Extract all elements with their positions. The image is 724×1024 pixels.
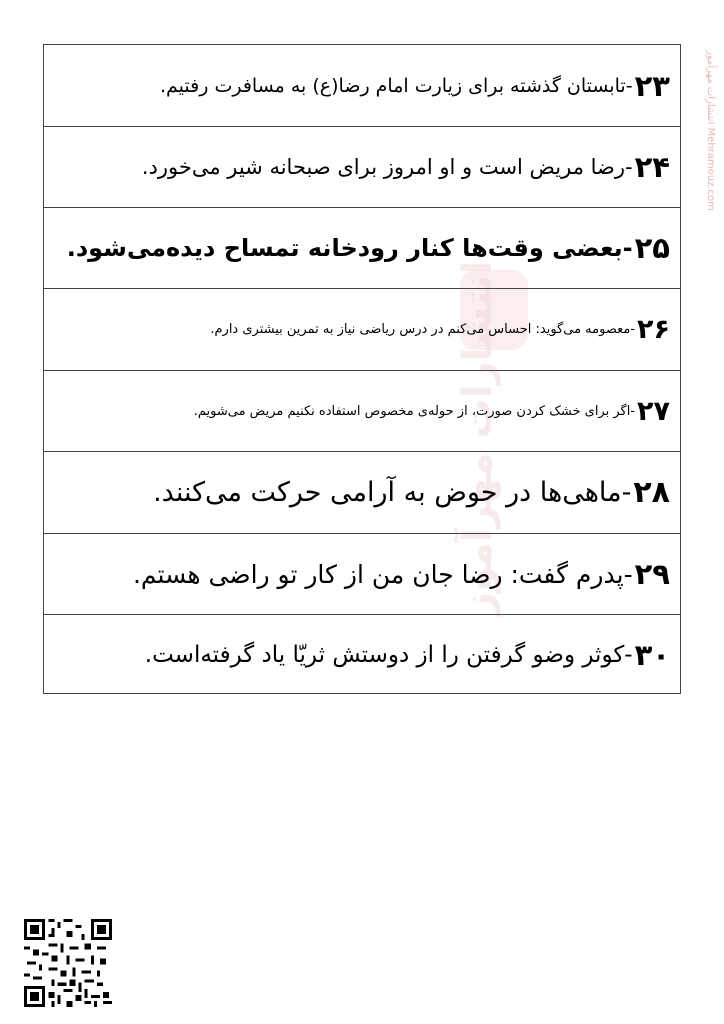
sentence-number: ۲۶	[637, 314, 670, 345]
sentence-text: -بعضی وقت‌ها کنار رودخانه تمساح دیده‌می‌شود.	[66, 234, 633, 262]
watermark-side-text: انتشارات مهرآموز Mehramouz.com	[705, 50, 716, 211]
sentence-text: -تابستان گذشته برای زیارت امام رضا(ع) به مسافرت رفتیم.	[160, 74, 633, 97]
sentence-number: ۲۸	[633, 475, 670, 510]
sentence-row-29	[44, 534, 680, 615]
sentence-row-25	[44, 208, 680, 289]
sentence-number: ۲۳	[634, 68, 670, 103]
sentence-text: -کوثر وضو گرفتن را از دوستش ثریّا یاد گرفته‌است.	[144, 642, 633, 668]
sentence-row-28	[44, 452, 680, 534]
sentence-row-23	[44, 45, 680, 127]
sentence-row-30	[44, 615, 680, 695]
watermark-center-text: انتشارات مهرآموز	[455, 260, 501, 615]
sentence-text: -رضا مریض است و او امروز برای صبحانه شیر می‌خورد.	[141, 155, 633, 179]
sentence-number: ۲۵	[634, 231, 670, 265]
sentence-row-26	[44, 289, 680, 371]
sentence-number: ۲۹	[634, 557, 670, 591]
qr-code	[24, 919, 112, 1007]
sentence-row-24	[44, 127, 680, 208]
sentence-table	[43, 44, 681, 694]
sentence-text: -اگر برای خشک کردن صورت، از حوله‌ی مخصوص استفاده نکنیم مریض می‌شویم.	[193, 403, 636, 419]
sentence-number: ۲۴	[634, 150, 670, 184]
sentence-number: ۳۰	[634, 638, 670, 672]
sentence-number: ۲۷	[637, 395, 670, 427]
sentence-row-27	[44, 371, 680, 452]
sentence-text: -معصومه می‌گوید: احساس می‌کنم در درس ریاضی نیاز به تمرین بیشتری دارم.	[210, 322, 636, 337]
sentence-text: -ماهی‌ها در حوض به آرامی حرکت می‌کنند.	[153, 477, 632, 508]
sentence-text: -پدرم گفت: رضا جان من از کار تو راضی هستم.	[132, 559, 633, 589]
